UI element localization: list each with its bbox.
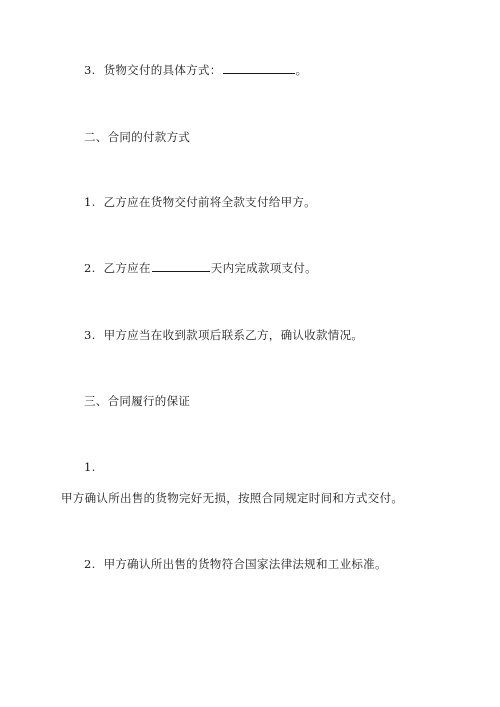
clause-number: 3. bbox=[84, 63, 96, 77]
clause-goods-intact: 甲方确认所出售的货物完好无损，按照合同规定时间和方式交付。 bbox=[61, 491, 404, 505]
clause-confirm-receipt bbox=[84, 327, 363, 343]
clause-number: 3. bbox=[84, 328, 96, 342]
clause-text: 乙方应在 bbox=[103, 261, 151, 275]
clause-number: 1. bbox=[84, 195, 96, 209]
section-heading-payment: 二、合同的付款方式 bbox=[84, 130, 191, 144]
clause-number: 2. bbox=[84, 557, 96, 571]
fill-in-blank bbox=[223, 62, 295, 74]
clause-goods-compliance bbox=[84, 556, 387, 572]
section-heading-guarantee: 三、合同履行的保证 bbox=[84, 394, 191, 408]
clause-text: 货物交付的具体方式： bbox=[103, 63, 222, 77]
clause-text: 甲方确认所出售的货物符合国家法律法规和工业标准。 bbox=[103, 557, 387, 571]
clause-text: 甲方应当在收到款项后联系乙方，确认收款情况。 bbox=[103, 328, 364, 342]
clause-text: 乙方应在货物交付前将全款支付给甲方。 bbox=[103, 195, 316, 209]
clause-text-end: 天内完成款项支付。 bbox=[210, 261, 317, 275]
clause-payment-deadline bbox=[84, 260, 317, 276]
fill-in-blank bbox=[152, 260, 210, 272]
clause-number-standalone: 1. bbox=[84, 460, 96, 474]
clause-number: 2. bbox=[84, 261, 96, 275]
clause-text-end: 。 bbox=[295, 63, 308, 77]
clause-full-payment bbox=[84, 194, 316, 210]
clause-delivery-method bbox=[84, 62, 307, 78]
